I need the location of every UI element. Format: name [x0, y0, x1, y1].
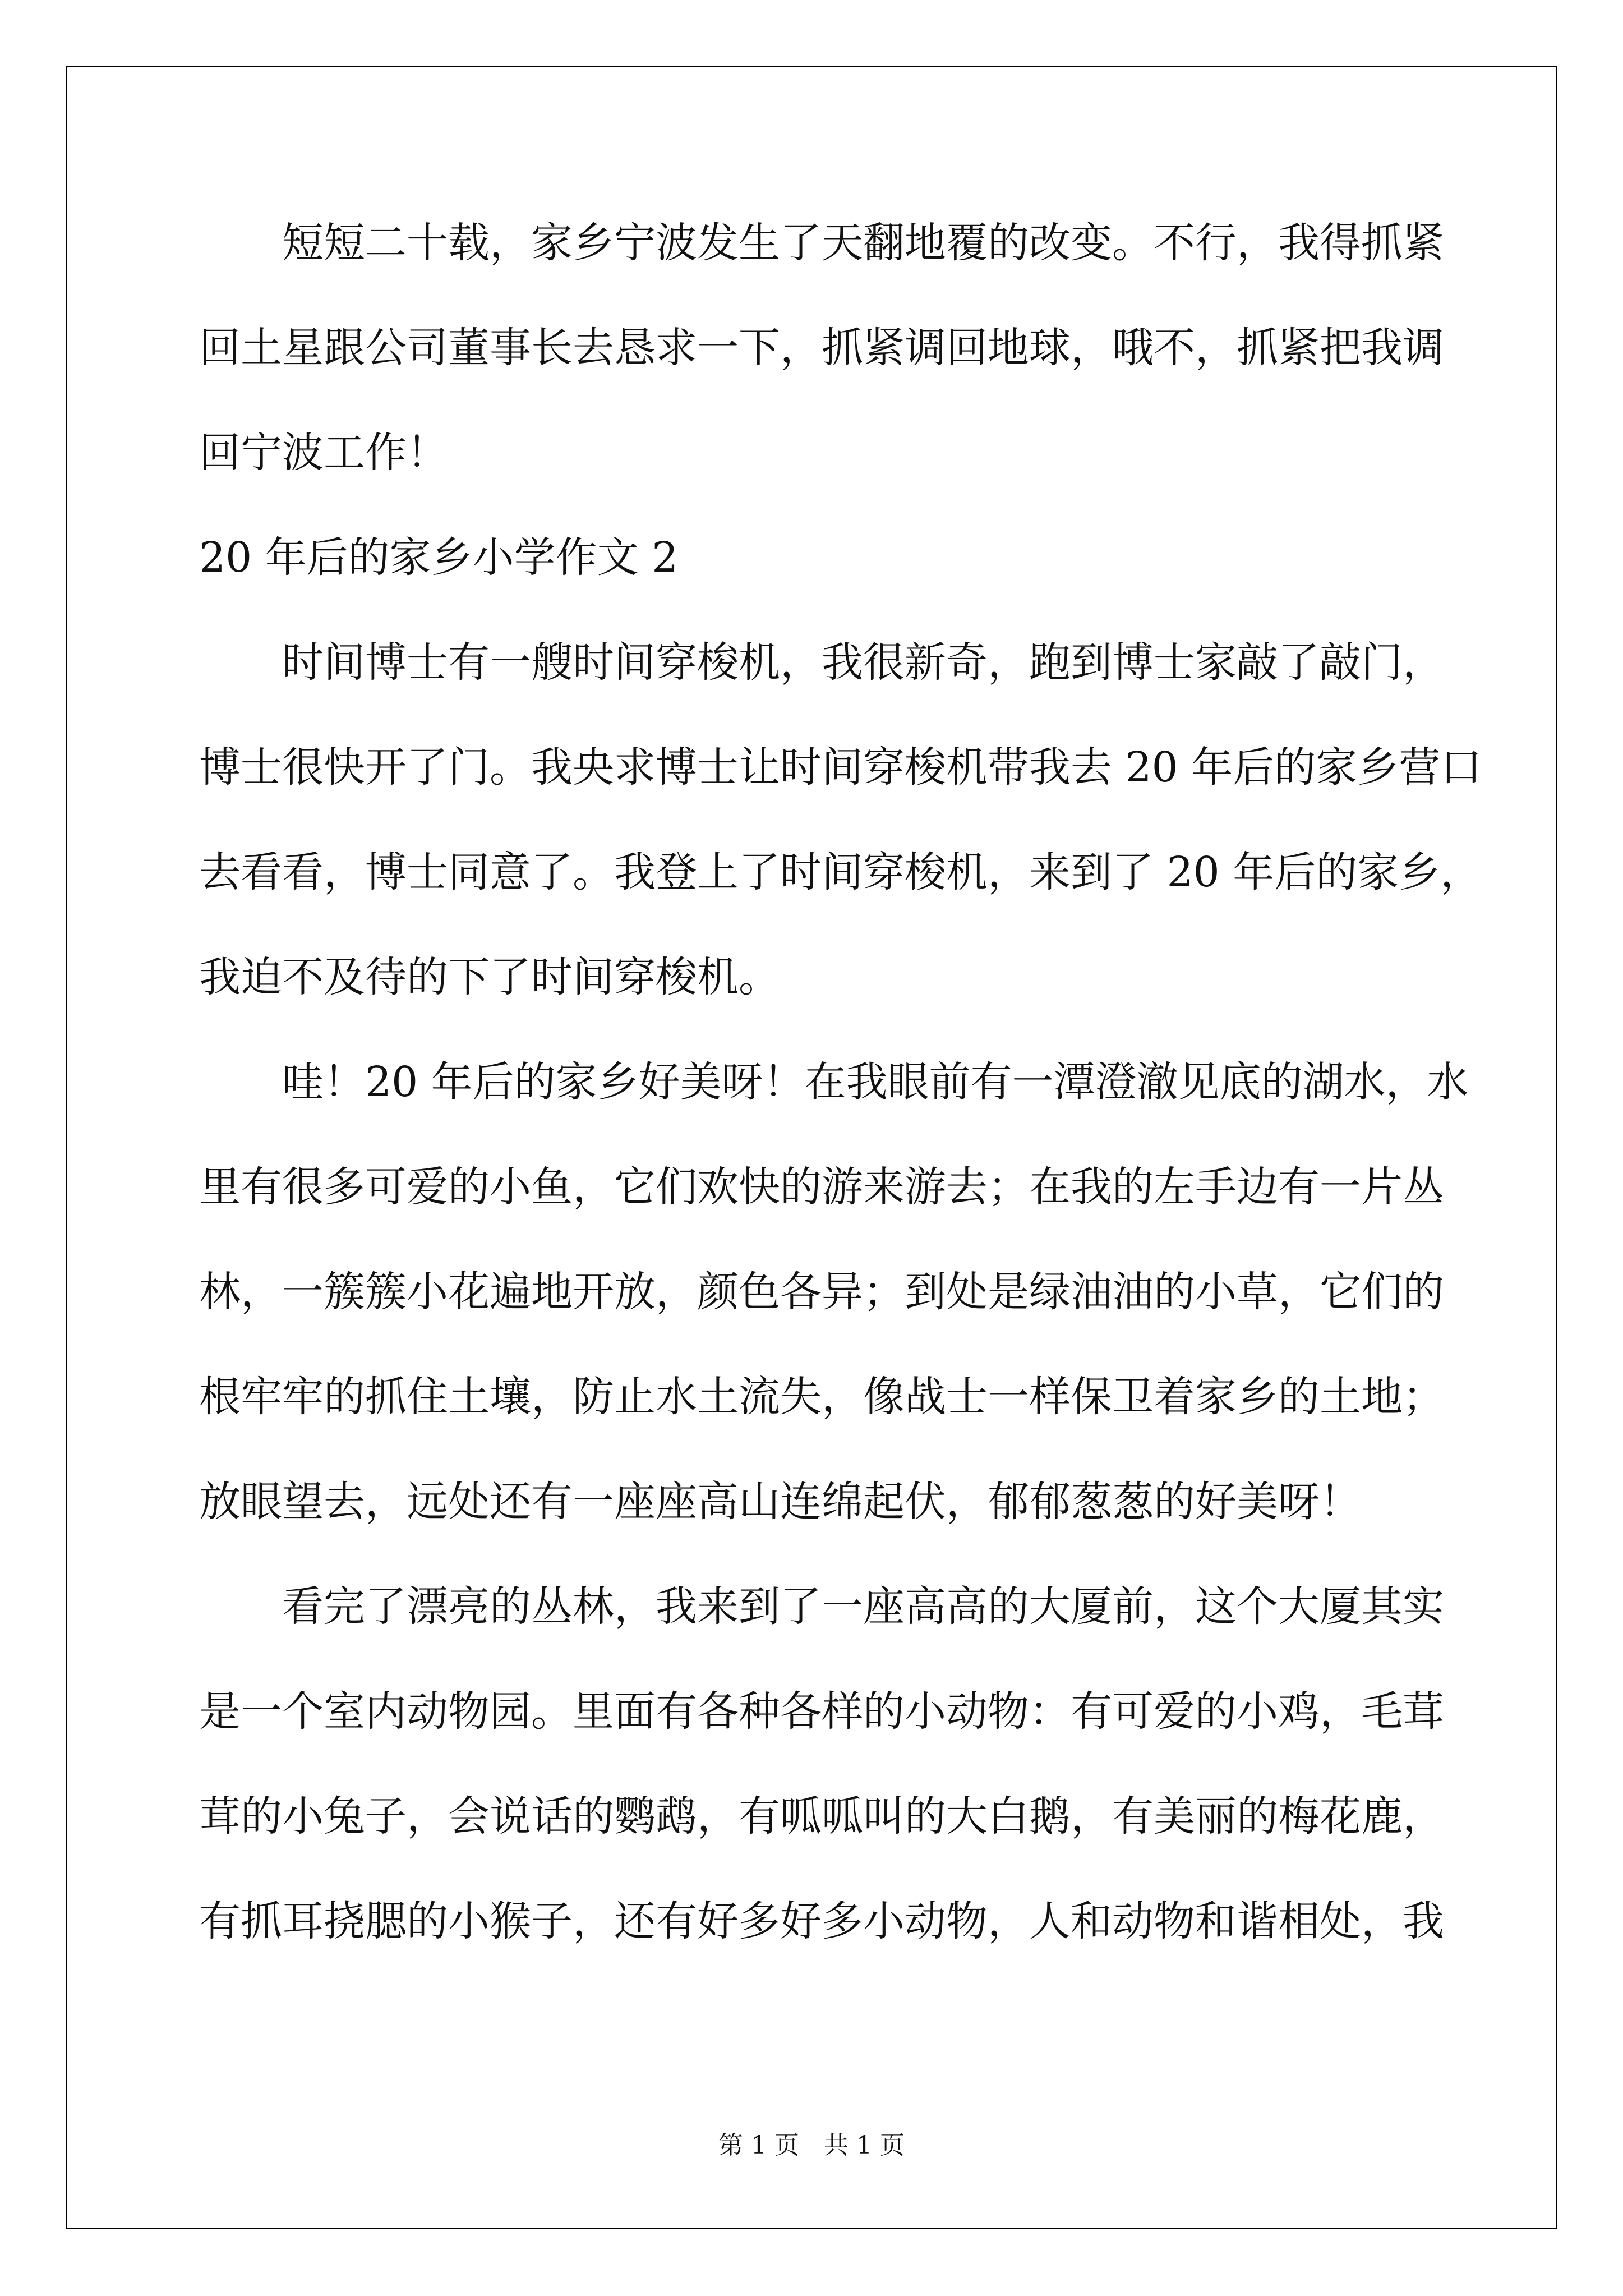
text-line: 根牢牢的抓住土壤，防止水土流失，像战士一样保卫着家乡的土地； — [199, 1373, 1444, 1421]
text-line: 去看看，博士同意了。我登上了时间穿梭机，来到了 20 年后的家乡， — [199, 848, 1482, 896]
text-line: 短短二十载，家乡宁波发生了天翻地覆的改变。不行，我得抓紧 — [199, 219, 1444, 267]
text-line: 回土星跟公司董事长去恳求一下，抓紧调回地球，哦不，抓紧把我调 — [199, 324, 1444, 372]
text-line: 茸的小兔子，会说话的鹦鹉，有呱呱叫的大白鹅，有美丽的梅花鹿， — [199, 1792, 1444, 1841]
page-footer: 第 1 页 共 1 页 — [718, 2131, 905, 2160]
text-line: 博士很快开了门。我央求博士让时间穿梭机带我去 20 年后的家乡营口 — [199, 743, 1482, 792]
text-line: 时间博士有一艘时间穿梭机，我很新奇，跑到博士家敲了敲门， — [199, 638, 1444, 687]
text-line: 哇！20 年后的家乡好美呀！在我眼前有一潭澄澈见底的湖水，水 — [199, 1058, 1469, 1106]
text-line: 放眼望去，远处还有一座座高山连绵起伏，郁郁葱葱的好美呀！ — [199, 1478, 1361, 1526]
text-line: 里有很多可爱的小鱼，它们欢快的游来游去；在我的左手边有一片丛 — [199, 1163, 1444, 1211]
text-line: 有抓耳挠腮的小猴子，还有好多好多小动物，人和动物和谐相处，我 — [199, 1897, 1444, 1945]
text-line: 看完了漂亮的丛林，我来到了一座高高的大厦前，这个大厦其实 — [199, 1582, 1444, 1631]
text-line: 我迫不及待的下了时间穿梭机。 — [199, 953, 780, 1001]
text-line: 回宁波工作！ — [199, 429, 448, 477]
section-heading: 20 年后的家乡小学作文 2 — [199, 533, 679, 582]
text-line: 林，一簇簇小花遍地开放，颜色各异；到处是绿油油的小草，它们的 — [199, 1268, 1444, 1316]
text-line: 是一个室内动物园。里面有各种各样的小动物：有可爱的小鸡，毛茸 — [199, 1687, 1444, 1736]
